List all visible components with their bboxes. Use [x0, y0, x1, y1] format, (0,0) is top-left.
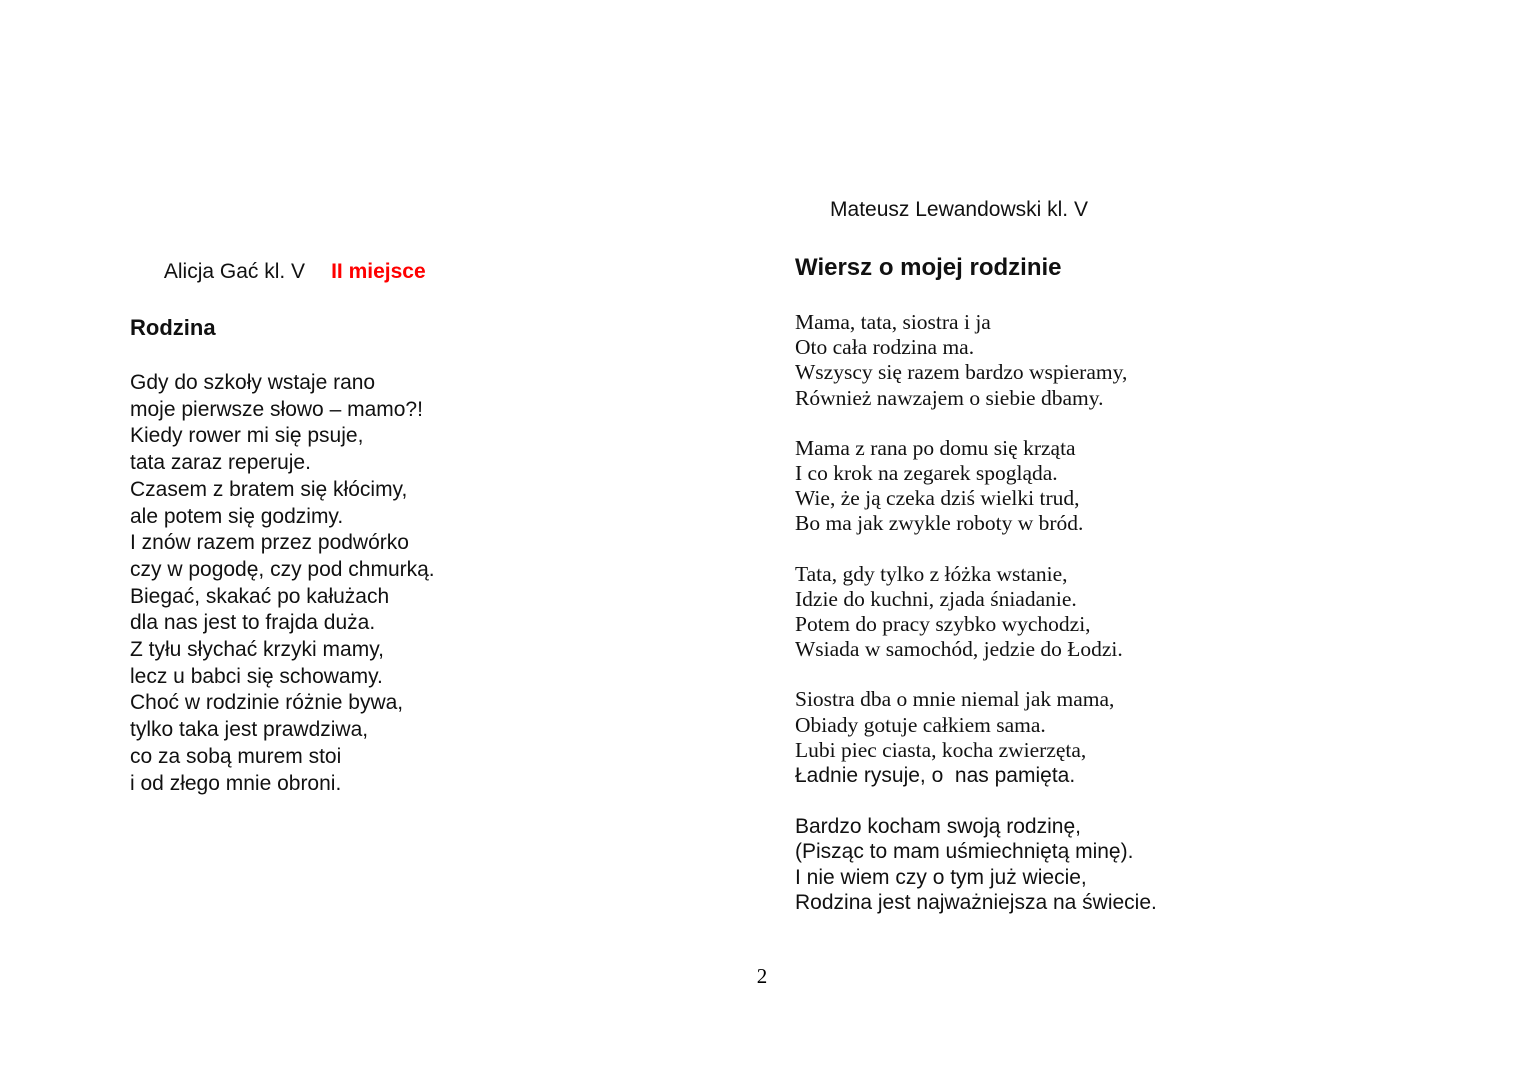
left-poem-author: Alicja Gać kl. V: [163, 260, 306, 283]
poem-line: moje pierwsze słowo – mamo?!: [130, 397, 423, 421]
poem-line: Bardzo kocham swoją rodzinę,: [795, 814, 1081, 838]
poem-line: I nie wiem czy o tym już wiecie,: [795, 865, 1087, 889]
poem-line: Tata, gdy tylko z łóżka wstanie,: [795, 561, 1068, 586]
poem-line: lecz u babci się schowamy.: [130, 664, 383, 688]
left-poem-body: [130, 370, 610, 797]
right-poem: [795, 169, 1295, 941]
poem-line: tylko taka jest prawdziwa,: [130, 718, 369, 742]
poem-line: tata zaraz reperuje.: [130, 451, 311, 475]
poem-line: Wsiada w samochód, jedzie do Łodzi.: [795, 637, 1123, 662]
poem-line: Oto cała rodzina ma.: [795, 335, 975, 360]
left-poem-award: II miejsce: [331, 260, 426, 283]
poem-line: Również nawzajem o siebie dbamy.: [795, 385, 1104, 410]
poem-line: Bo ma jak zwykle roboty w bród.: [795, 511, 1084, 536]
poem-line: Biegać, skakać po kałużach: [130, 584, 390, 608]
poem-line: I znów razem przez podwórko: [130, 531, 409, 555]
poem-line: czy w pogodę, czy pod chmurką.: [130, 557, 435, 581]
right-poem-body: [795, 310, 1295, 916]
poem-line: co za sobą murem stoi: [130, 744, 342, 768]
left-poem: [130, 231, 610, 797]
left-poem-title: Rodzina: [130, 315, 216, 340]
stanza: [795, 436, 1295, 537]
poem-line: I co krok na zegarek spogląda.: [795, 461, 1058, 486]
page-number: 2: [756, 964, 768, 988]
poem-line: Rodzina jest najważniejsza na świecie.: [795, 891, 1157, 915]
stanza: [795, 687, 1295, 788]
poem-line: ale potem się godzimy.: [130, 504, 344, 528]
poem-line: Gdy do szkoły wstaje rano: [130, 371, 376, 394]
poem-line: Siostra dba o mnie niemal jak mama,: [795, 687, 1115, 712]
poem-line: dla nas jest to frajda duża.: [130, 611, 376, 635]
stanza: [795, 814, 1295, 916]
stanza: [795, 310, 1295, 411]
right-poem-byline: [795, 169, 1295, 250]
poem-line: Wszyscy się razem bardzo wspieramy,: [795, 360, 1128, 385]
poem-line: Mama z rana po domu się krząta: [795, 435, 1076, 460]
right-poem-author: Mateusz Lewandowski kl. V: [830, 198, 1088, 221]
poem-line: Choć w rodzinie różnie bywa,: [130, 691, 404, 715]
poem-line: Ładnie rysuje, o nas pamięta.: [795, 764, 1076, 788]
right-poem-title: Wiersz o mojej rodzinie: [795, 254, 1062, 281]
poem-line: Idzie do kuchni, zjada śniadanie.: [795, 586, 1077, 611]
stanza: [795, 562, 1295, 663]
poem-line: Mama, tata, siostra i ja: [795, 310, 991, 334]
poem-line: Czasem z bratem się kłócimy,: [130, 477, 408, 501]
poem-line: Obiady gotuje całkiem sama.: [795, 712, 1046, 737]
poem-line: Wie, że ją czeka dziś wielki trud,: [795, 486, 1080, 511]
poem-line: Potem do pracy szybko wychodzi,: [795, 612, 1091, 637]
poem-line: (Pisząc to mam uśmiechniętą minę).: [795, 840, 1134, 864]
poem-line: Z tyłu słychać krzyki mamy,: [130, 638, 384, 662]
poem-line: i od złego mnie obroni.: [130, 771, 342, 795]
poem-line: Kiedy rower mi się psuje,: [130, 424, 364, 448]
left-poem-byline: [130, 231, 610, 312]
poem-line: Lubi piec ciasta, kocha zwierzęta,: [795, 737, 1087, 762]
